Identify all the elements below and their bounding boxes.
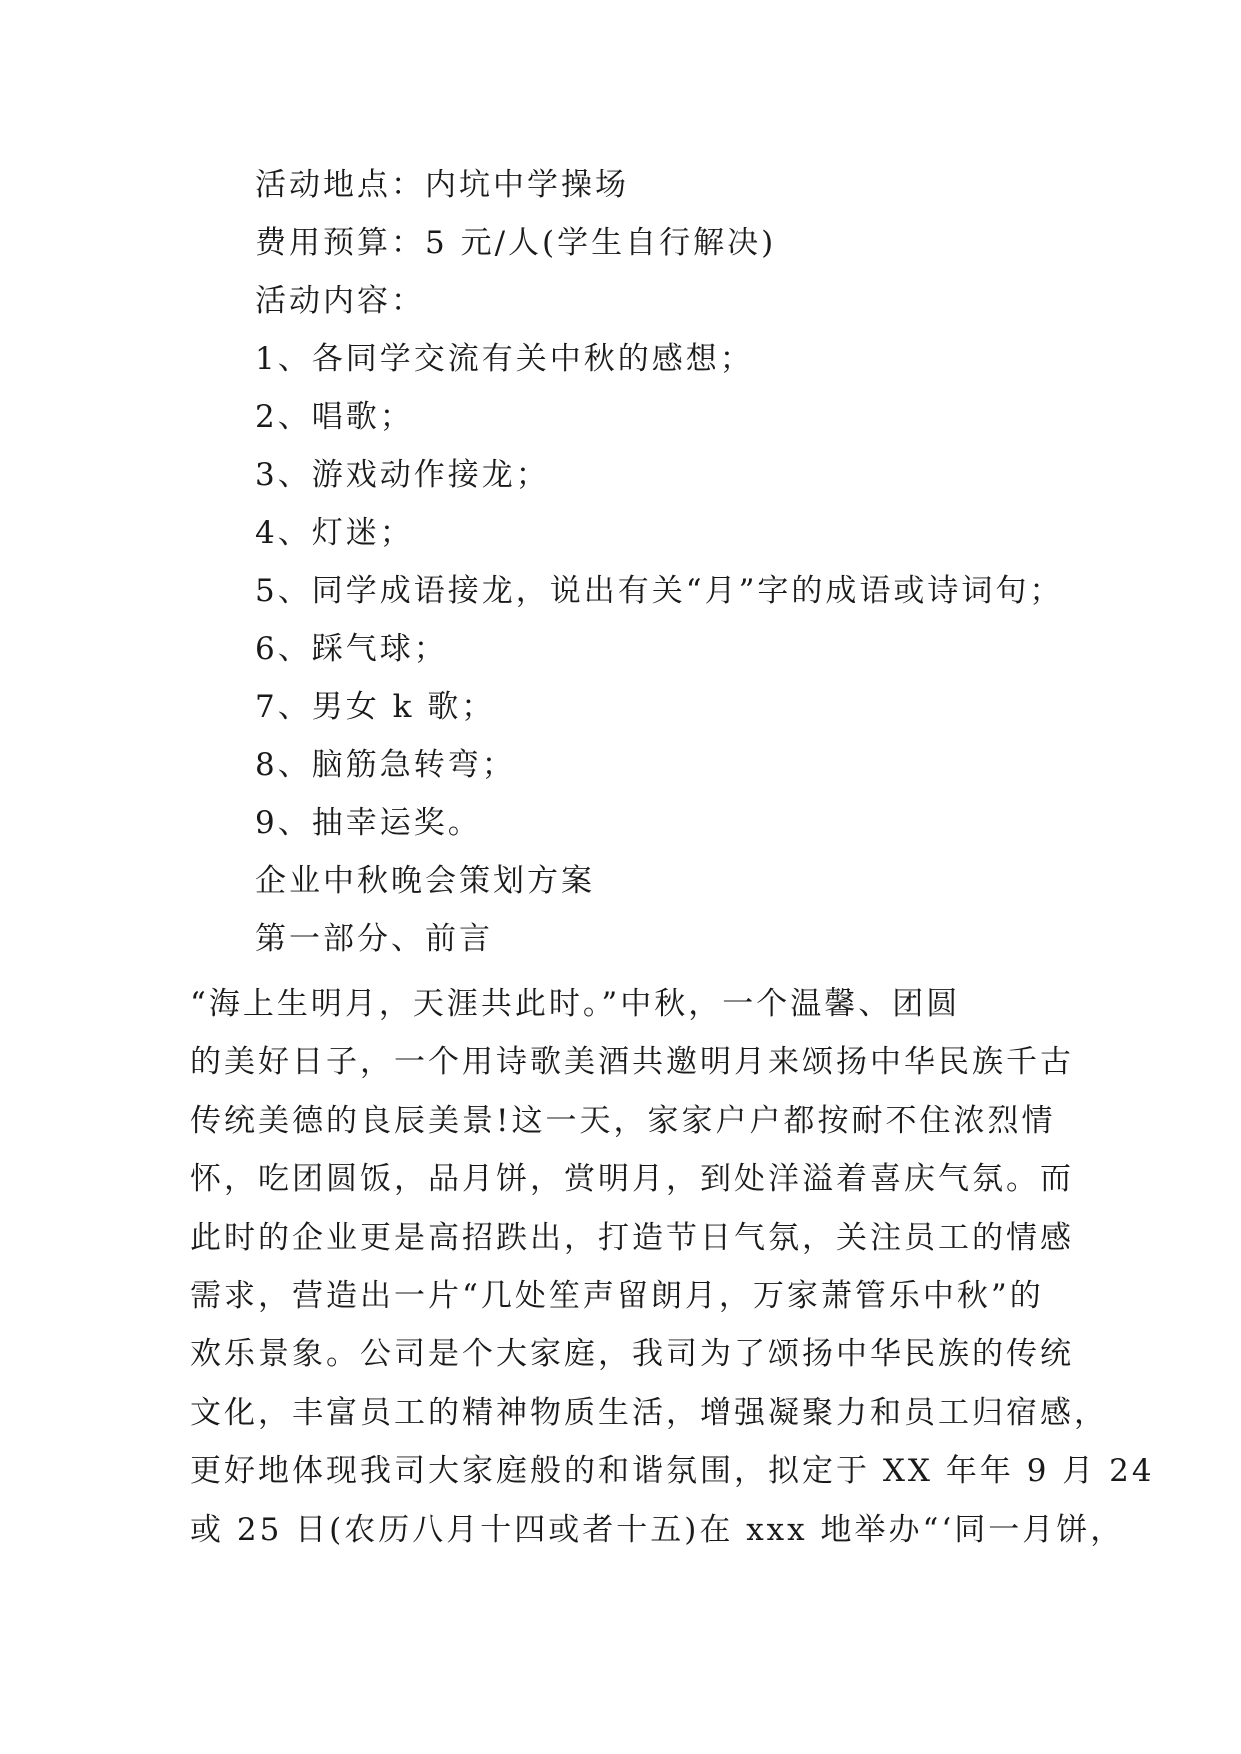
- list-item: 9、抽幸运奖。: [255, 805, 482, 841]
- paragraph-line: 需求，营造出一片“几处笙声留朗月，万家萧管乐中秋”的: [190, 1278, 1044, 1315]
- paragraph-line: 欢乐景象。公司是个大家庭，我司为了颂扬中华民族的传统: [190, 1336, 1074, 1373]
- paragraph-line: 怀，吃团圆饭，品月饼，赏明月，到处洋溢着喜庆气氛。而: [190, 1161, 1074, 1198]
- section-heading: 第一部分、前言: [255, 921, 493, 957]
- budget-line: 费用预算：5 元/人(学生自行解决): [255, 225, 777, 261]
- section-title: 企业中秋晚会策划方案: [255, 863, 595, 899]
- list-item: 5、同学成语接龙，说出有关“月”字的成语或诗词句；: [255, 573, 1064, 609]
- list-item: 3、游戏动作接龙；: [255, 457, 550, 493]
- paragraph-line: 此时的企业更是高招跌出，打造节日气氛，关注员工的情感: [190, 1219, 1074, 1256]
- paragraph-line: 更好地体现我司大家庭般的和谐氛围，拟定于 XX 年年 9 月 24: [190, 1453, 1155, 1490]
- paragraph-line: 传统美德的良辰美景!这一天，家家户户都按耐不住浓烈情: [190, 1102, 1056, 1139]
- paragraph-line: 文化，丰富员工的精神物质生活，增强凝聚力和员工归宿感，: [190, 1394, 1108, 1431]
- list-item: 4、灯迷；: [255, 515, 414, 551]
- paragraph-line: 或 25 日(农历八月十四或者十五)在 xxx 地举办“‘同一月饼，: [190, 1511, 1125, 1548]
- paragraph-line: 的美好日子，一个用诗歌美酒共邀明月来颂扬中华民族千古: [190, 1044, 1074, 1081]
- list-item: 2、唱歌；: [255, 399, 414, 435]
- activity-location-line: 活动地点：内坑中学操场: [255, 167, 629, 203]
- preface-paragraph: [190, 975, 1155, 1559]
- list-item: 7、男女 k 歌；: [255, 689, 496, 725]
- activity-content-heading: 活动内容：: [255, 283, 425, 319]
- paragraph-line: “海上生明月，天涯共此时。”中秋，一个温馨、团圆: [190, 986, 961, 1022]
- list-item: 6、踩气球；: [255, 631, 448, 667]
- list-item: 8、脑筋急转弯；: [255, 747, 516, 783]
- list-item: 1、各同学交流有关中秋的感想；: [255, 341, 754, 377]
